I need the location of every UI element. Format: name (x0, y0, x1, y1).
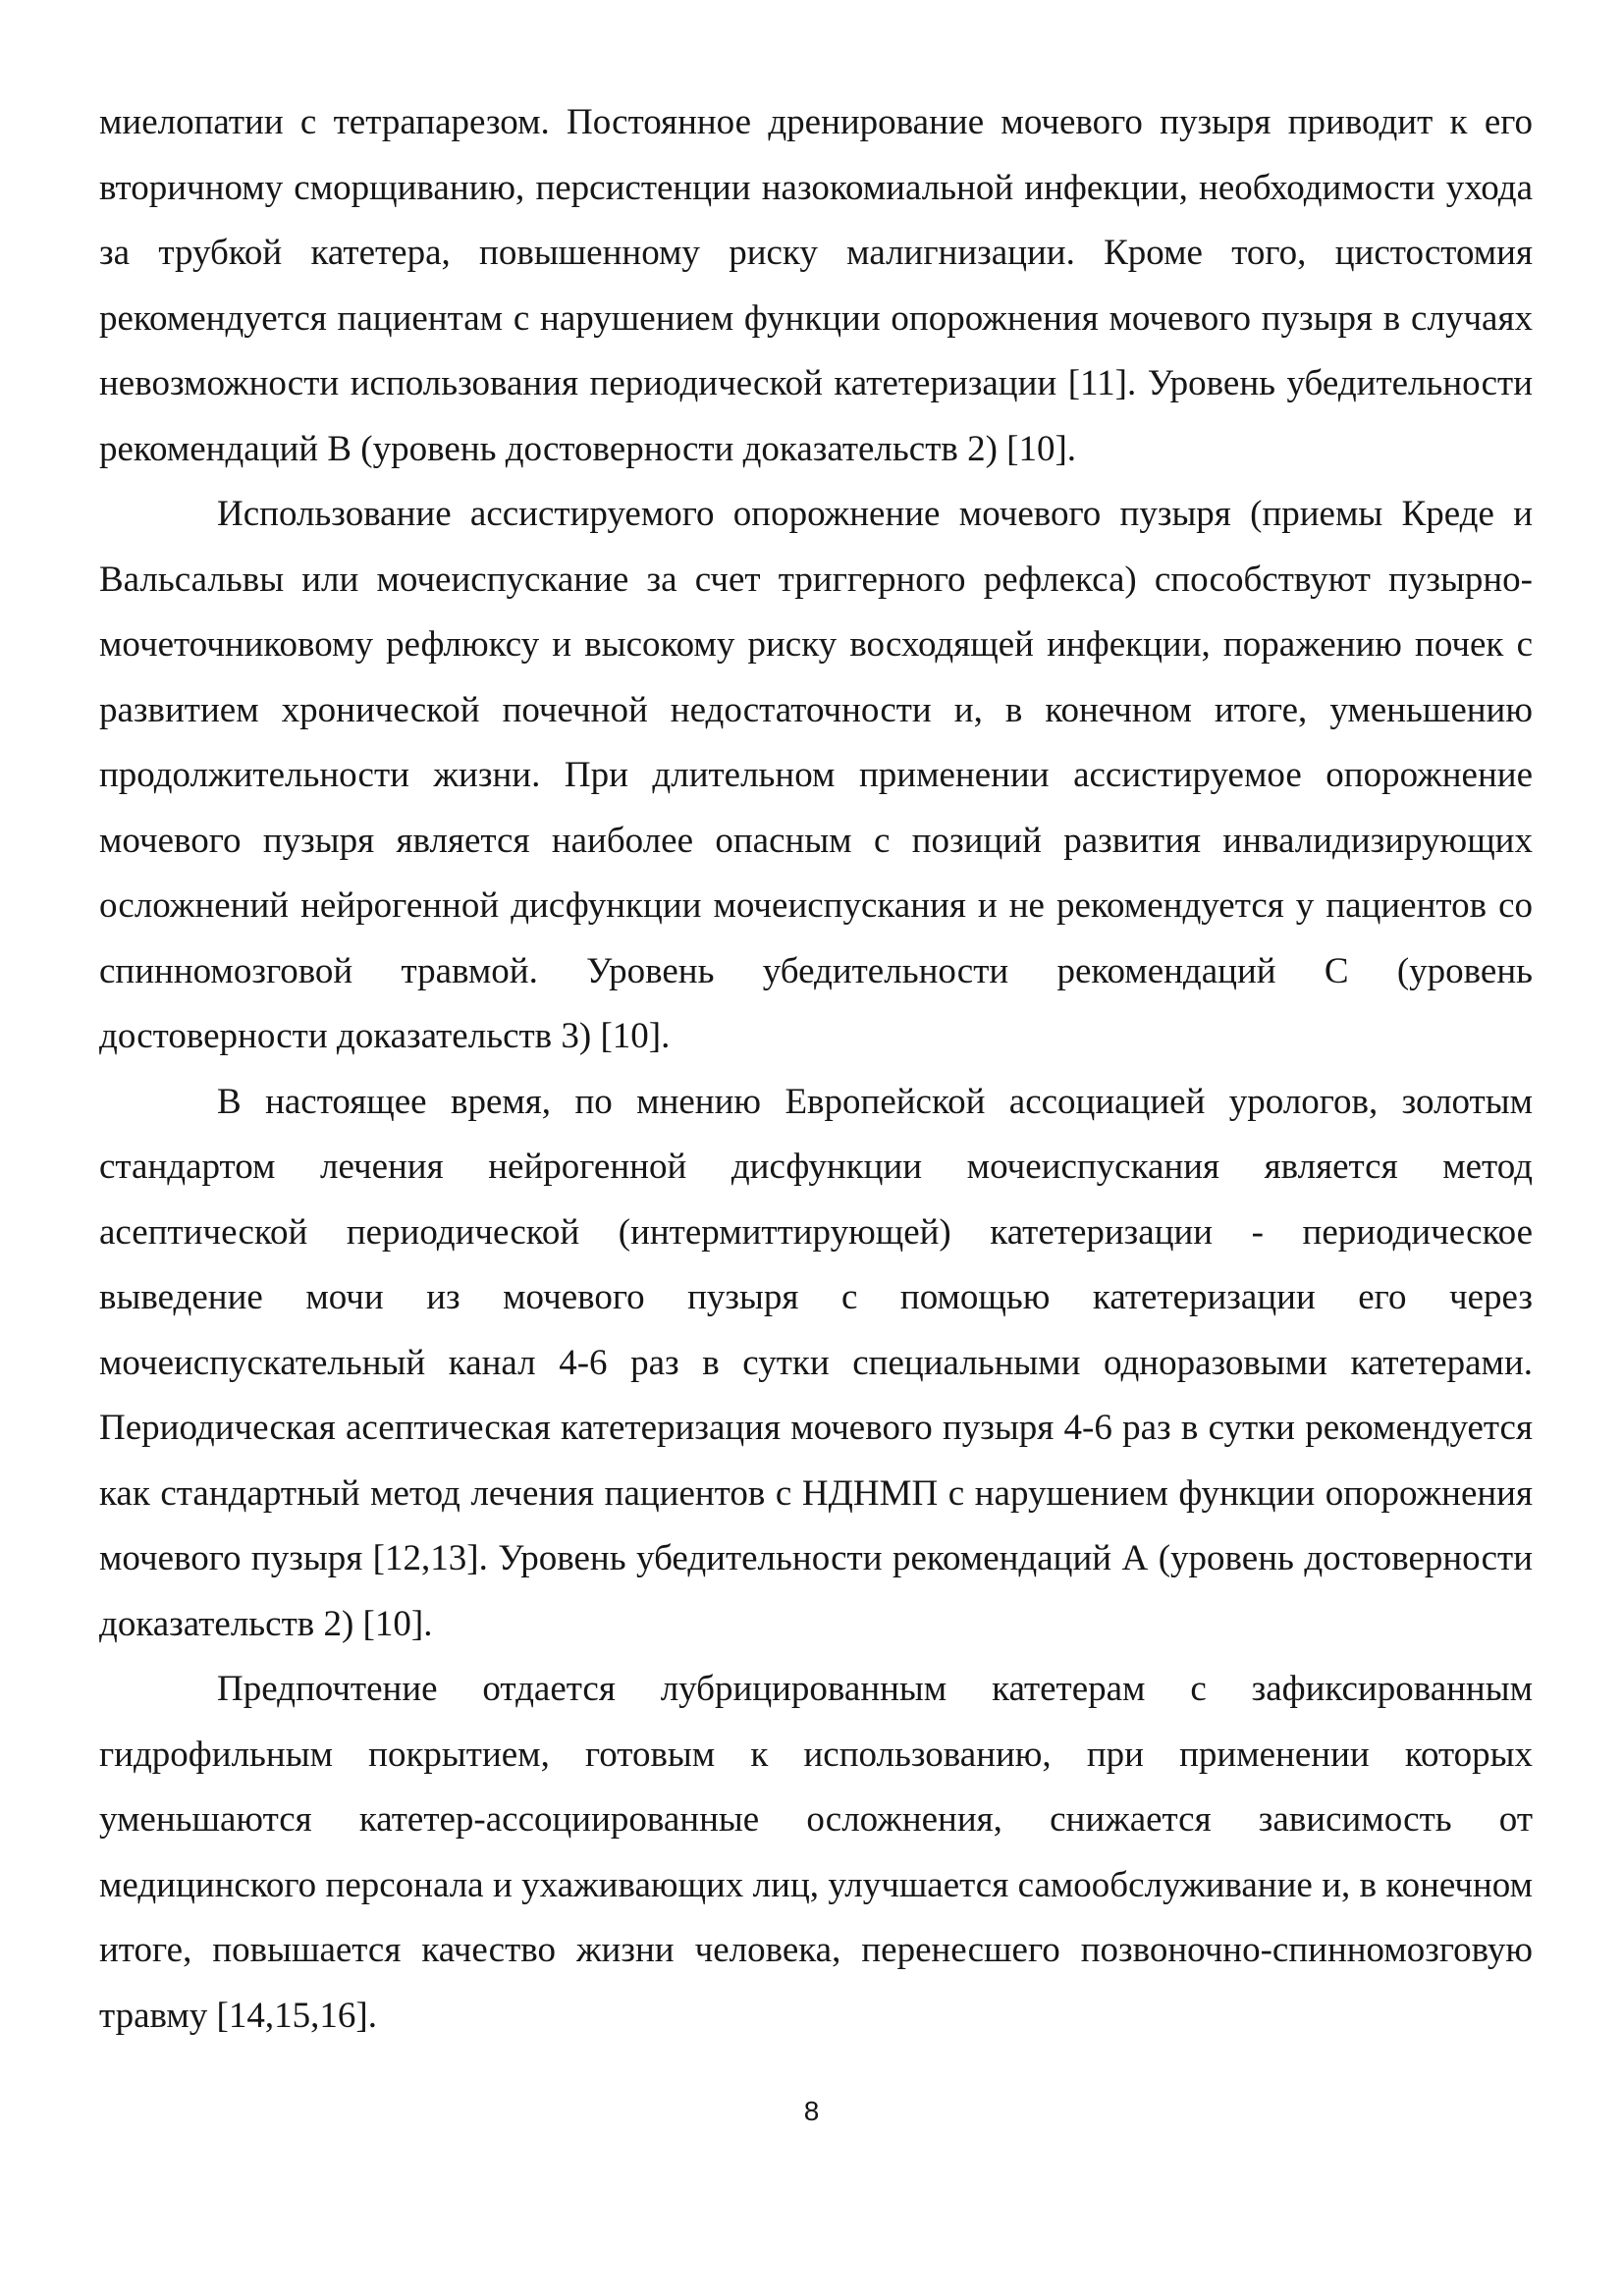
page-number: 8 (803, 2096, 820, 2126)
paragraph-hydrophilic-catheters: Предпочтение отдается лубрицированным катетерам с зафиксированным гидрофильным покрытием, готовым к использованию, при применении которых уменьшаются катетер-ассоциированные осложнения, снижается зависимость от медицинского персонала и ухаживающих лиц, улучшается самообслуживание и, в конечном итоге, повышается качество жизни человека, перенесшего позвоночно-спинномозговую травму [14,15,16]. (99, 1669, 1533, 2036)
document-body (99, 90, 1533, 2049)
paragraph-continuation: миелопатии с тетрапарезом. Постоянное дренирование мочевого пузыря приводит к его вторичному сморщиванию, персистенции назокомиальной инфекции, необходимости ухода за трубкой катетера, повышенному риску малигнизации. Кроме того, цистостомия рекомендуется пациентам с нарушением функции опорожнения мочевого пузыря в случаях невозможности использования периодической катетеризации [11]. Уровень убедительности рекомендаций В (уровень достоверности доказательств 2) [10]. (99, 102, 1533, 469)
paragraph-intermittent-catheterization: В настоящее время, по мнению Европейской ассоциацией урологов, золотым стандартом лечения нейрогенной дисфункции мочеиспускания является метод асептической периодической (интермиттирующей) катетеризации - периодическое выведение мочи из мочевого пузыря с помощью катетеризации его через мочеиспускательный канал 4-6 раз в сутки специальными одноразовыми катетерами. Периодическая асептическая катетеризация мочевого пузыря 4-6 раз в сутки рекомендуется как стандартный метод лечения пациентов с НДНМП с нарушением функции опорожнения мочевого пузыря [12,13]. Уровень убедительности рекомендаций А (уровень достоверности доказательств 2) [10]. (99, 1081, 1533, 1644)
paragraph-assisted-emptying: Использование ассистируемого опорожнение мочевого пузыря (приемы Креде и Вальсальвы или мочеиспускание за счет триггерного рефлекса) способствуют пузырно-мочеточниковому рефлюксу и высокому риску восходящей инфекции, поражению почек с развитием хронической почечной недостаточности и, в конечном итоге, уменьшению продолжительности жизни. При длительном применении ассистируемое опорожнение мочевого пузыря является наиболее опасным с позиций развития инвалидизирующих осложнений нейрогенной дисфункции мочеиспускания и не рекомендуется у пациентов со спинномозговой травмой. Уровень убедительности рекомендаций С (уровень достоверности доказательств 3) [10]. (99, 494, 1533, 1056)
